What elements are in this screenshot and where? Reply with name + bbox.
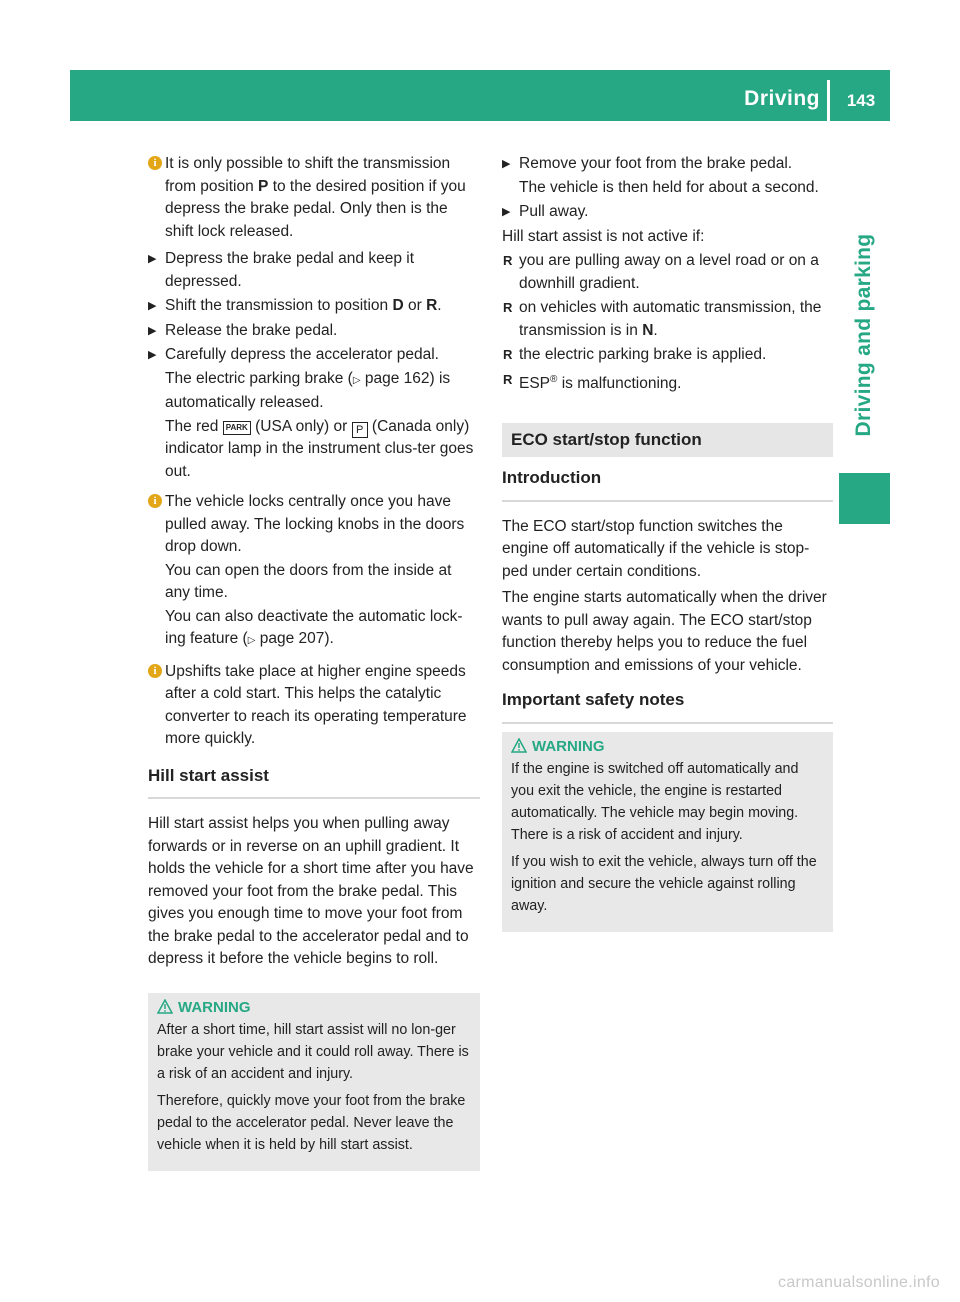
info-note [148, 153, 480, 243]
section-heading: Hill start assist [148, 765, 480, 800]
left-column [148, 153, 480, 1171]
arrow-right-icon: ▶ [148, 324, 157, 337]
arrow-right-icon: ▶ [148, 253, 157, 265]
list-item: R you are pulling away on a level road or on a downhill gradient. [503, 252, 819, 292]
bullet-icon: R [503, 253, 513, 268]
body-paragraph: Hill start assist is not active if: [502, 227, 705, 245]
page-reference-link[interactable]: page 162) is automatically released. [165, 369, 451, 411]
header-bar [70, 70, 890, 121]
subsection-heading: Introduction [502, 467, 833, 502]
body-paragraph: Hill start assist helps you when pulling away forwards or in reverse on an uphill gradient. It holds the vehicle for a short time after you have removed your foot from the brake pedal. This gives you enough time to move your foot from the brake pedal to the accelerator pedal and to depress it before the vehicle begins to roll. [148, 815, 474, 967]
info-icon: i [148, 494, 162, 508]
info-icon: i [148, 664, 162, 678]
warning-title: WARNING [511, 736, 824, 758]
warning-text: After a short time, hill start assist will no lon-ger brake your vehicle and it could roll away. There is a risk of an accident and injury. [157, 1021, 469, 1082]
warning-text: If the engine is switched off automatically and you exit the vehicle, the engine is restarted automatically. The vehicle may begin moving. There is a risk of accident and injury. [511, 760, 799, 843]
info-note: i Upshifts take place at higher engine speeds after a cold start. This helps the catalytic converter to reach its operating temperature more quickly. [148, 661, 480, 751]
section-heading: ECO start/stop function [502, 423, 833, 457]
warning-box [148, 993, 480, 1171]
warning-triangle-icon [511, 738, 527, 753]
parking-brake-indicator-icon: P [352, 422, 368, 438]
info-note: i The vehicle locks centrally once you have pulled away. The locking knobs in the doors drop down. You can open the doors from the inside at any time. You can also deactivate the automatic lock-ing feature (▷ page 207). [148, 491, 480, 653]
page-reference-triangle-icon: ▷ [247, 635, 256, 646]
side-chapter-tab[interactable] [839, 225, 890, 450]
instruction-step: ▶ Depress the brake pedal and keep it depressed. [148, 250, 415, 290]
instruction-step: ▶ Pull away. [502, 201, 833, 224]
arrow-right-icon: ▶ [502, 206, 511, 218]
right-column [502, 153, 833, 932]
section-title: Driving [744, 87, 820, 110]
warning-text: If you wish to exit the vehicle, always turn off the ignition and secure the vehicle against rolling away. [511, 853, 817, 914]
page-reference-link[interactable]: page 207). [259, 630, 334, 647]
park-indicator-icon: PARK [223, 421, 251, 435]
list-item: R ESP® is malfunctioning. [502, 369, 833, 396]
page-number: 143 [846, 91, 876, 110]
instruction-step: ▶ Carefully depress the accelerator pedal. The electric parking brake (▷ page 162) is automatically released. The red PARK (USA only) or P (Canada only) indicator lamp in the instrument clus-ter goes out. [148, 346, 474, 480]
instruction-step: ▶ Shift the transmission to position D or R. [148, 295, 480, 318]
warning-box [502, 732, 833, 932]
info-text: It is only possible to shift the transmission from position P to the desired position if you depress the brake pedal. Only then is the shift lock released. [165, 155, 466, 240]
info-icon: i [148, 156, 162, 170]
chapter-marker [839, 473, 890, 524]
page-reference-triangle-icon: ▷ [352, 374, 361, 386]
subsection-heading: Important safety notes [502, 689, 833, 724]
warning-triangle-icon [157, 999, 173, 1014]
warning-text: Therefore, quickly move your foot from the brake pedal to the accelerator pedal. Never leave the vehicle when it is held by hill start assist. [157, 1092, 466, 1153]
bullet-icon: R [503, 347, 513, 362]
instruction-step: ▶ Remove your foot from the brake pedal. The vehicle is then held for about a second. [502, 155, 819, 196]
body-paragraph: The engine starts automatically when the driver wants to pull away again. The ECO start/stop function thereby helps you to reduce the fuel consumption and emissions of your vehicle. [502, 589, 827, 674]
body-paragraph: The ECO start/stop function switches the engine off automatically if the vehicle is stop-ped under certain conditions. [502, 517, 810, 580]
instruction-step: ▶ Release the brake pedal. [148, 320, 480, 343]
watermark: carmanualsonline.info [778, 1273, 940, 1291]
chapter-label: Driving and parking [851, 233, 875, 437]
bullet-icon: R [503, 300, 513, 315]
arrow-right-icon: ▶ [148, 349, 157, 361]
header-separator [827, 80, 830, 121]
bullet-icon: R [503, 371, 513, 387]
arrow-right-icon: ▶ [502, 158, 511, 170]
arrow-right-icon: ▶ [148, 300, 157, 312]
list-item: R on vehicles with automatic transmission, the transmission is in N. [503, 299, 822, 339]
warning-title: WARNING [157, 997, 471, 1019]
list-item: R the electric parking brake is applied. [502, 344, 833, 367]
